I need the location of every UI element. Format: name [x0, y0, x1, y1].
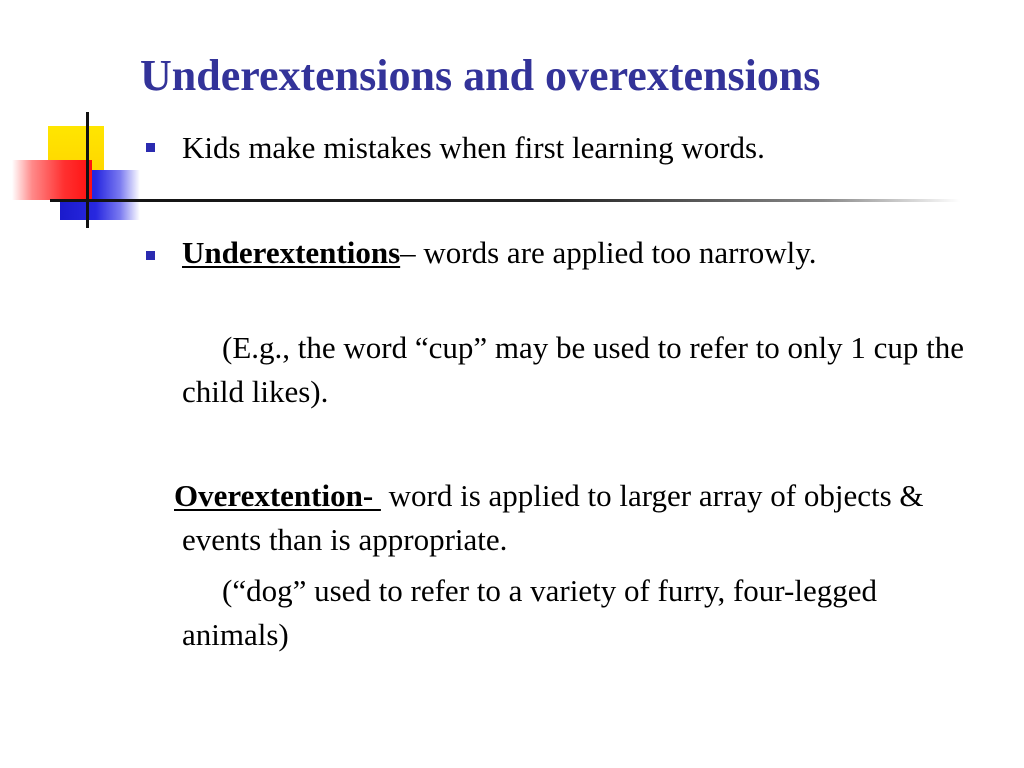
overextention-example [182, 569, 972, 657]
underextention-term: Underextentions [182, 235, 401, 270]
bullet-item-2 [182, 231, 972, 275]
underextention-example-text: (E.g., the word “cup” may be used to refer to only 1 cup the child likes). [182, 330, 965, 409]
bullet-marker [146, 251, 155, 260]
title-divider-line [50, 199, 960, 202]
bullet-item-1 [182, 126, 972, 170]
decorative-red-bar [12, 160, 92, 200]
underextention-example [182, 326, 972, 414]
slide-title: Underextensions and overextensions [140, 51, 821, 100]
bullet-1-text: Kids make mistakes when first learning words. [182, 130, 765, 165]
overextention-definition: word is applied to larger array of objects & events than is appropriate. [182, 478, 924, 557]
overextention-paragraph [174, 474, 972, 562]
decorative-vertical-line [86, 112, 89, 228]
overextention-example-text: (“dog” used to refer to a variety of furry, four-legged animals) [182, 573, 877, 652]
overextention-term: Overextention- [174, 478, 381, 513]
bullet-marker [146, 143, 155, 152]
underextention-definition: – words are applied too narrowly. [400, 235, 817, 270]
